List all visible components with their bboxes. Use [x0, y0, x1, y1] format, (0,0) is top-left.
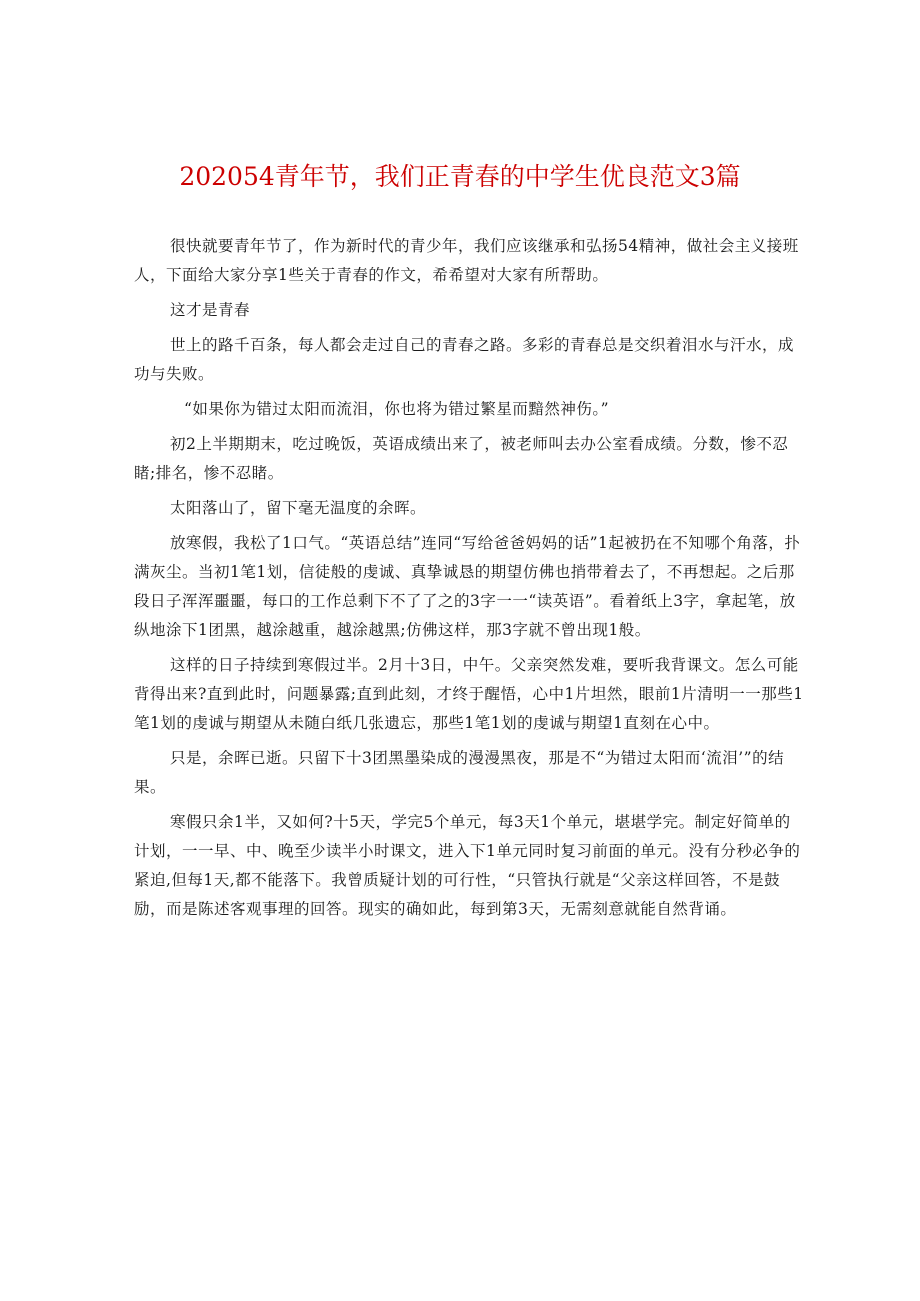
document-body	[134, 232, 804, 930]
body-paragraph: 太阳落山了，留下毫无温度的余晖。	[170, 499, 427, 517]
quote-paragraph: “如果你为错过太阳而流泪，你也将为错过繁星而黯然神伤。”	[184, 400, 610, 418]
body-paragraph: 很快就要青年节了，作为新时代的青少年，我们应该继承和弘扬54精神，做社会主义接班人，下面给大家分享1些关于青春的作文，希希望对大家有所帮助。	[134, 237, 799, 284]
section-heading: 这才是青春	[170, 301, 251, 319]
body-paragraph: 只是，余晖已逝。只留下十3团黑墨染成的漫漫黑夜，那是不“为错过太阳而‘流泪’”的结果。	[134, 749, 785, 796]
body-paragraph: 放寒假，我松了1口气。“英语总结”连同“写给爸爸妈妈的话”1起被扔在不知哪个角落，扑满灰尘。当初1笔1划，信徒般的虔诚、真挚诚恳的期望仿佛也捎带着去了，不再想起。之后那段日子浑浑噩噩，每口的工作总剩下不了了之的3字一一“读英语”。看着纸上3字，拿起笔，放纵地涂下1团黑，越涂越重，越涂越黑;仿佛这样，那3字就不曾出现1般。	[134, 534, 801, 639]
body-paragraph: 世上的路千百条，每人都会走过自己的青春之路。多彩的青春总是交织着泪水与汗水，成功与失败。	[134, 336, 795, 383]
body-paragraph: 初2上半期期末，吃过晚饭，英语成绩出来了，被老师叫去办公室看成绩。分数，惨不忍睹;排名，惨不忍睹。	[134, 435, 789, 482]
document-title: 202054青年节，我们正青春的中学生优良范文3篇	[179, 162, 741, 191]
body-paragraph: 寒假只余1半，又如何?十5天，学完5个单元，每3天1个单元，堪堪学完。制定好简单的计划，一一早、中、晚至少读半小时课文，进入下1单元同时复习前面的单元。没有分秒必争的紧迫,但每1天,都不能落下。我曾质疑计划的可行性，“只管执行就是“父亲这样回答，不是鼓励，而是陈述客观事理的回答。现实的确如此，每到第3天，无需刻意就能自然背诵。	[134, 813, 801, 918]
body-paragraph: 这样的日子持续到寒假过半。2月十3日，中午。父亲突然发难，要听我背课文。怎么可能背得出来?直到此时，问题暴露;直到此刻，才终于醒悟，心中1片坦然，眼前1片清明一一那些1笔1划的虔诚与期望从未随白纸几张遗忘，那些1笔1划的虔诚与期望1直刻在心中。	[134, 656, 804, 732]
